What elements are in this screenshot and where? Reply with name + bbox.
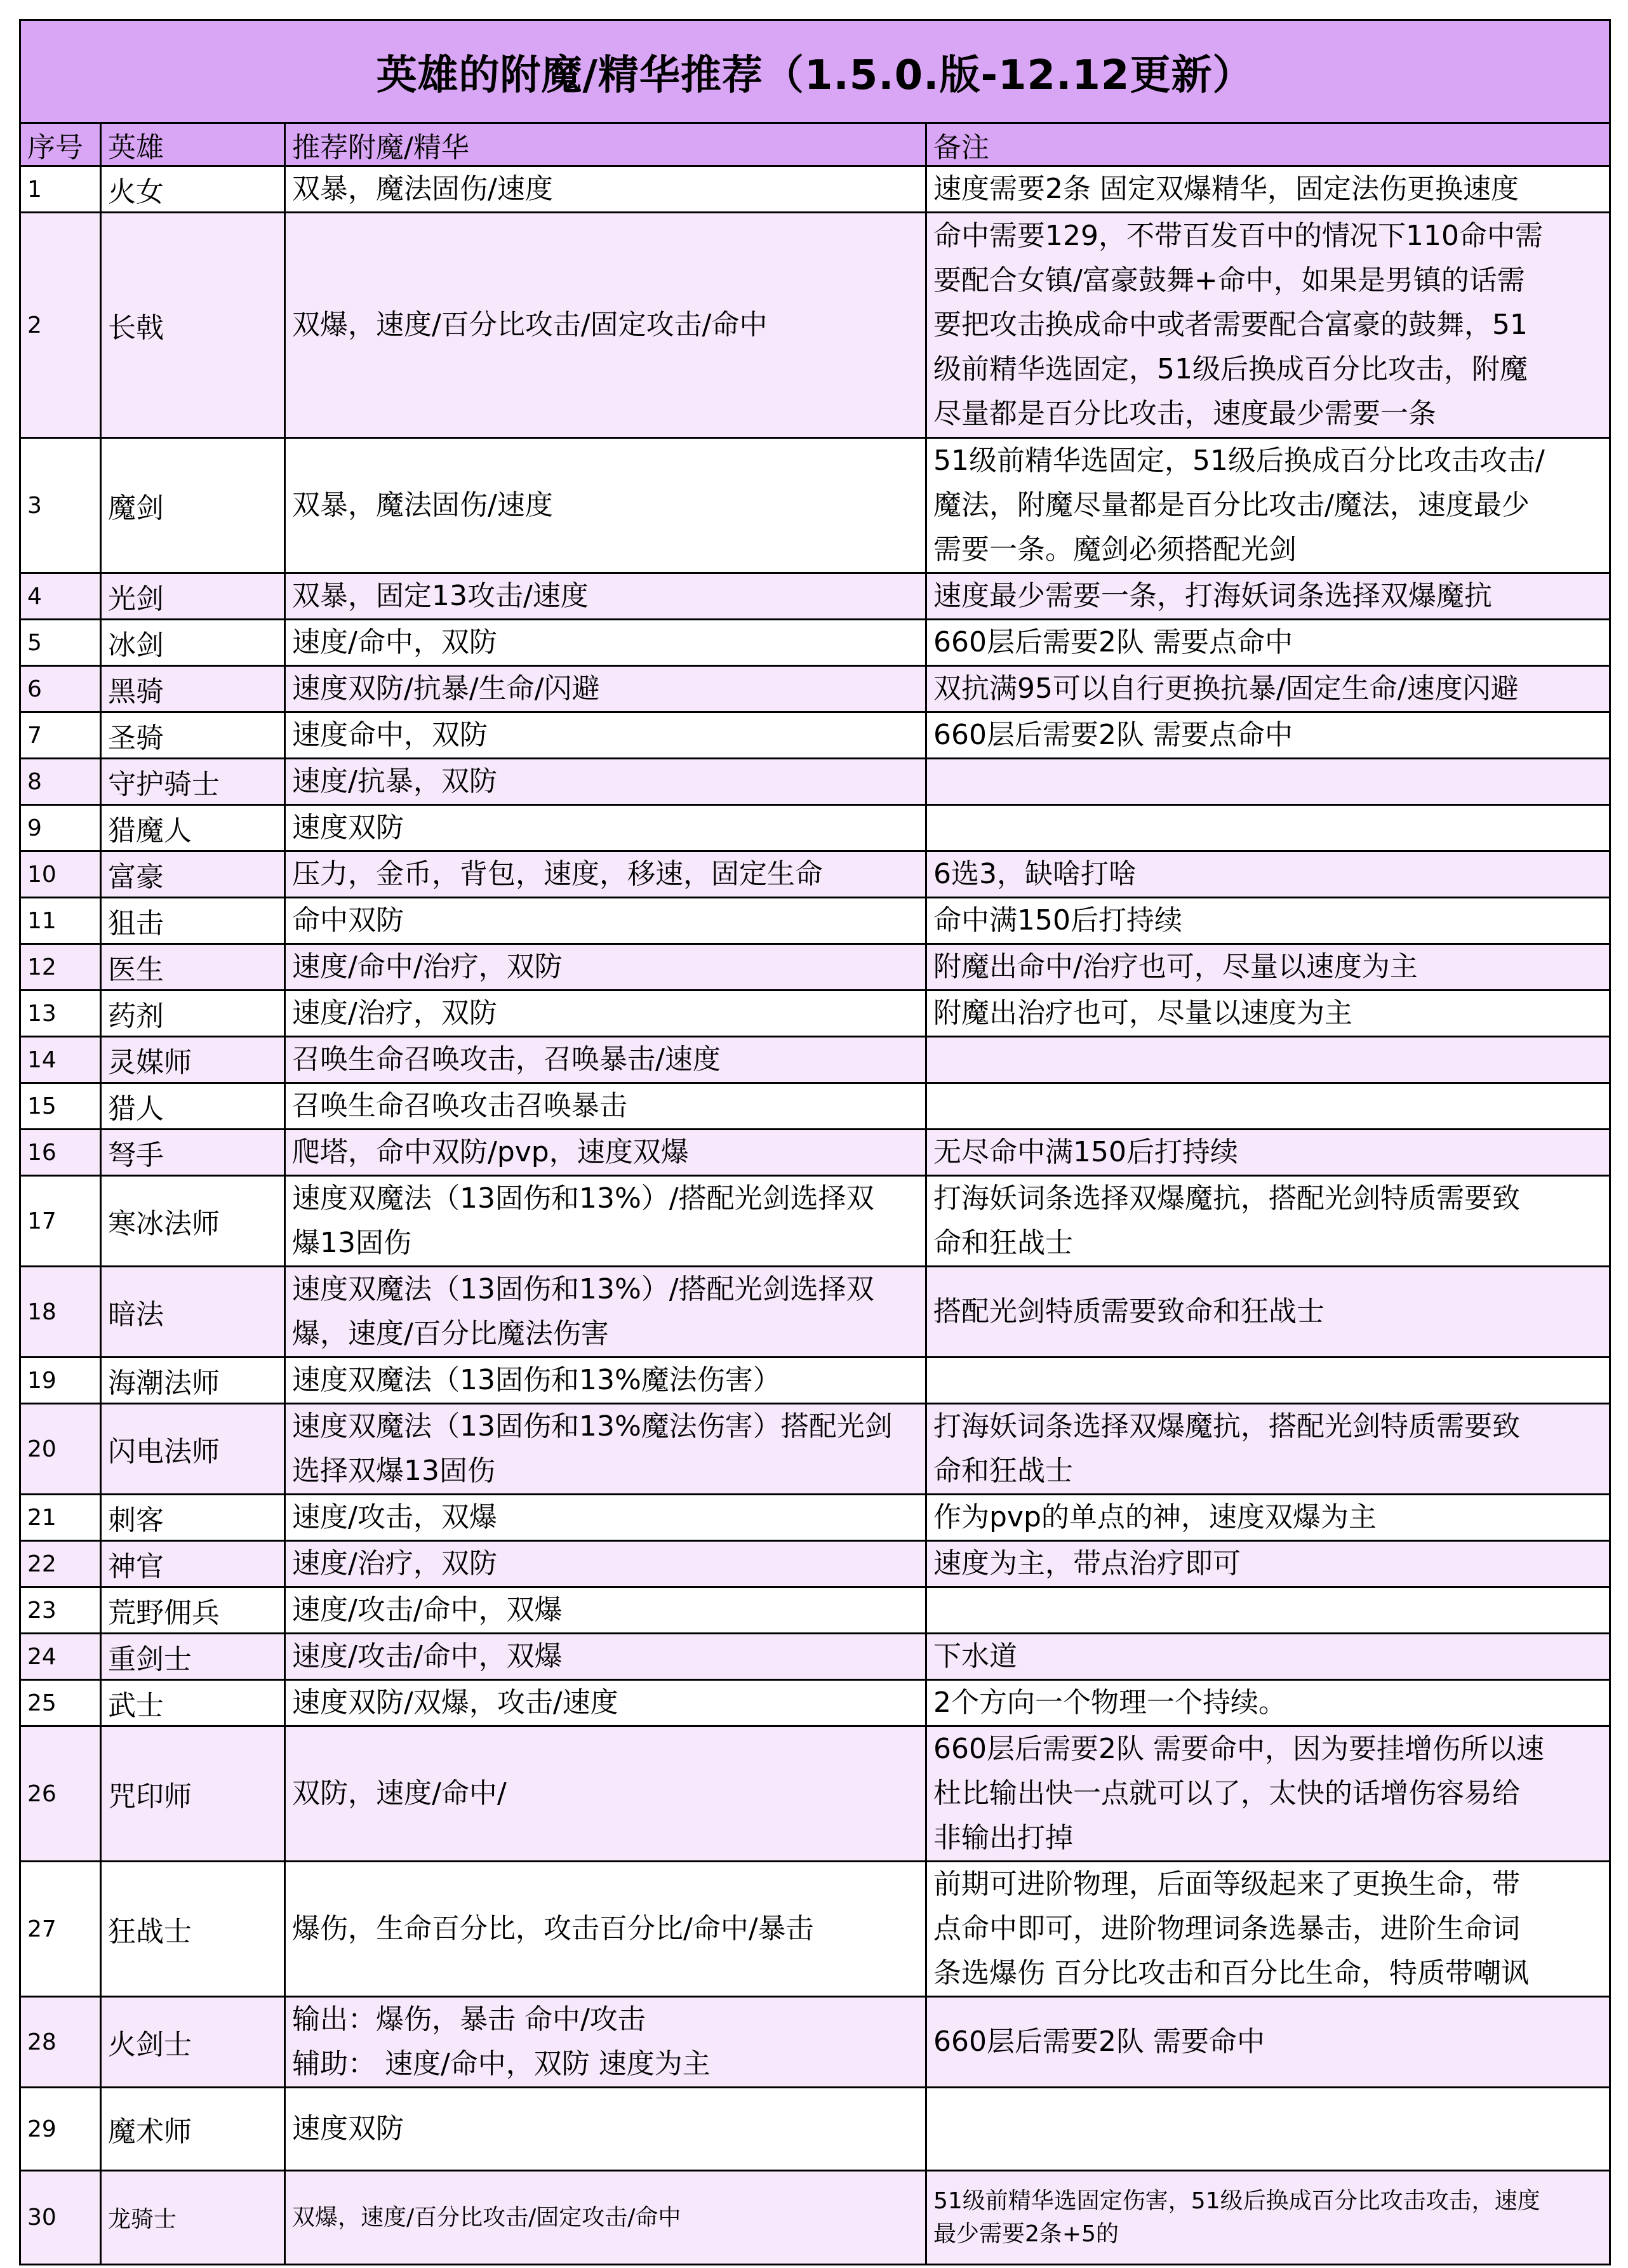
- row-number: 15: [20, 1083, 101, 1130]
- recommendation: 命中双防: [285, 898, 926, 944]
- row-number: 30: [20, 2171, 101, 2265]
- hero-name: 富豪: [101, 851, 285, 898]
- remark: 无尽命中满150后打持续: [926, 1130, 1610, 1176]
- table-row: [20, 166, 1610, 213]
- hero-name: 海潮法师: [101, 1357, 285, 1404]
- recommendation: 压力，金币，背包，速度，移速，固定生命: [285, 851, 926, 898]
- hero-name: 冰剑: [101, 620, 285, 666]
- recommendation: 双爆，速度/百分比攻击/固定攻击/命中: [285, 2171, 926, 2265]
- remark: [926, 759, 1610, 805]
- header-row: [20, 123, 1610, 166]
- row-number: 25: [20, 1680, 101, 1726]
- table-row: [20, 1083, 1610, 1130]
- row-number: 1: [20, 166, 101, 213]
- hero-name: 火女: [101, 166, 285, 213]
- table-row: [20, 805, 1610, 851]
- row-number: 17: [20, 1176, 101, 1267]
- hero-name: 魔剑: [101, 438, 285, 573]
- recommendation: 双暴，魔法固伤/速度: [285, 166, 926, 213]
- remark: 附魔出命中/治疗也可，尽量以速度为主: [926, 944, 1610, 991]
- recommendation: 双爆，速度/百分比攻击/固定攻击/命中: [285, 213, 926, 438]
- header-hero: 英雄: [101, 123, 285, 166]
- recommendation: 速度/攻击/命中，双爆: [285, 1634, 926, 1680]
- row-number: 2: [20, 213, 101, 438]
- hero-name: 药剂: [101, 991, 285, 1037]
- remark: 打海妖词条选择双爆魔抗，搭配光剑特质需要致 命和狂战士: [926, 1404, 1610, 1495]
- recommendation: 速度/治疗，双防: [285, 1541, 926, 1587]
- remark: 速度最少需要一条，打海妖词条选择双爆魔抗: [926, 573, 1610, 620]
- recommendation: 双暴，魔法固伤/速度: [285, 438, 926, 573]
- hero-name: 黑骑: [101, 666, 285, 712]
- remark: 6选3，缺啥打啥: [926, 851, 1610, 898]
- recommendation: 爆伤，生命百分比，攻击百分比/命中/暴击: [285, 1862, 926, 1997]
- recommendation: 双暴，固定13攻击/速度: [285, 573, 926, 620]
- table-row: [20, 1176, 1610, 1267]
- table-row: [20, 1037, 1610, 1083]
- table-row: [20, 1541, 1610, 1587]
- hero-name: 圣骑: [101, 712, 285, 759]
- row-number: 13: [20, 991, 101, 1037]
- remark: 命中需要129，不带百发百中的情况下110命中需 要配合女镇/富豪鼓舞+命中，如果是男镇的话需 要把攻击换成命中或者需要配合富豪的鼓舞，51 级前精华选固定，51级后换成百分比攻击，附魔 尽量都是百分比攻击，速度最少需要一条: [926, 213, 1610, 438]
- recommendation: 速度双魔法（13固伤和13%魔法伤害）搭配光剑 选择双爆13固伤: [285, 1404, 926, 1495]
- remark: [926, 1037, 1610, 1083]
- remark: [926, 1587, 1610, 1634]
- remark: [926, 1357, 1610, 1404]
- hero-name: 武士: [101, 1680, 285, 1726]
- row-number: 14: [20, 1037, 101, 1083]
- row-number: 26: [20, 1726, 101, 1862]
- row-number: 29: [20, 2088, 101, 2171]
- remark: 速度为主，带点治疗即可: [926, 1541, 1610, 1587]
- table-row: [20, 1680, 1610, 1726]
- remark: 2个方向一个物理一个持续。: [926, 1680, 1610, 1726]
- remark: [926, 2088, 1610, 2171]
- remark: 附魔出治疗也可，尽量以速度为主: [926, 991, 1610, 1037]
- row-number: 5: [20, 620, 101, 666]
- table-row: [20, 1587, 1610, 1634]
- recommendation: 爬塔，命中双防/pvp，速度双爆: [285, 1130, 926, 1176]
- hero-name: 寒冰法师: [101, 1176, 285, 1267]
- table-row: [20, 1495, 1610, 1541]
- hero-name: 重剑士: [101, 1634, 285, 1680]
- row-number: 23: [20, 1587, 101, 1634]
- hero-name: 医生: [101, 944, 285, 991]
- remark: 双抗满95可以自行更换抗暴/固定生命/速度闪避: [926, 666, 1610, 712]
- hero-name: 魔术师: [101, 2088, 285, 2171]
- remark: 打海妖词条选择双爆魔抗，搭配光剑特质需要致 命和狂战士: [926, 1176, 1610, 1267]
- recommendation: 速度/命中/治疗，双防: [285, 944, 926, 991]
- remark: 命中满150后打持续: [926, 898, 1610, 944]
- row-number: 20: [20, 1404, 101, 1495]
- recommendation: 速度双防/抗暴/生命/闪避: [285, 666, 926, 712]
- remark: 51级前精华选固定，51级后换成百分比攻击攻击/ 魔法，附魔尽量都是百分比攻击/魔法，速度最少 需要一条。魔剑必须搭配光剑: [926, 438, 1610, 573]
- table-row: [20, 944, 1610, 991]
- table-row: [20, 1130, 1610, 1176]
- remark: 下水道: [926, 1634, 1610, 1680]
- table-row: [20, 1634, 1610, 1680]
- table-row: [20, 213, 1610, 438]
- row-number: 22: [20, 1541, 101, 1587]
- recommendation: 速度双魔法（13固伤和13%魔法伤害）: [285, 1357, 926, 1404]
- remark: 速度需要2条 固定双爆精华，固定法伤更换速度: [926, 166, 1610, 213]
- recommendation: 输出：爆伤，暴击 命中/攻击 辅助： 速度/命中，双防 速度为主: [285, 1997, 926, 2088]
- recommendation: 速度双防/双爆，攻击/速度: [285, 1680, 926, 1726]
- hero-name: 猎人: [101, 1083, 285, 1130]
- table-title: 英雄的附魔/精华推荐（1.5.0.版-12.12更新）: [20, 20, 1610, 123]
- hero-name: 猎魔人: [101, 805, 285, 851]
- table-row: [20, 438, 1610, 573]
- table-row: [20, 1357, 1610, 1404]
- table-row: [20, 898, 1610, 944]
- remark: 660层后需要2队 需要点命中: [926, 620, 1610, 666]
- table-row: [20, 1862, 1610, 1997]
- row-number: 8: [20, 759, 101, 805]
- recommendation: 速度/命中，双防: [285, 620, 926, 666]
- row-number: 28: [20, 1997, 101, 2088]
- hero-name: 神官: [101, 1541, 285, 1587]
- remark: 660层后需要2队 需要命中: [926, 1997, 1610, 2088]
- table-row: [20, 2088, 1610, 2171]
- remark: 前期可进阶物理，后面等级起来了更换生命，带 点命中即可，进阶物理词条选暴击，进阶生命词 条选爆伤 百分比攻击和百分比生命，特质带嘲讽: [926, 1862, 1610, 1997]
- recommendation: 召唤生命召唤攻击召唤暴击: [285, 1083, 926, 1130]
- row-number: 3: [20, 438, 101, 573]
- row-number: 18: [20, 1267, 101, 1357]
- recommendation: 速度双防: [285, 2088, 926, 2171]
- row-number: 11: [20, 898, 101, 944]
- table-row: [20, 1404, 1610, 1495]
- recommendation: 速度双防: [285, 805, 926, 851]
- table-row: [20, 1997, 1610, 2088]
- hero-name: 龙骑士: [101, 2171, 285, 2265]
- hero-name: 长戟: [101, 213, 285, 438]
- row-number: 21: [20, 1495, 101, 1541]
- hero-name: 狙击: [101, 898, 285, 944]
- table-row: [20, 991, 1610, 1037]
- hero-name: 狂战士: [101, 1862, 285, 1997]
- recommendation: 速度命中，双防: [285, 712, 926, 759]
- hero-name: 守护骑士: [101, 759, 285, 805]
- remark: 660层后需要2队 需要点命中: [926, 712, 1610, 759]
- remark: 51级前精华选固定伤害，51级后换成百分比攻击攻击，速度 最少需要2条+5的: [926, 2171, 1610, 2265]
- remark: [926, 1083, 1610, 1130]
- row-number: 10: [20, 851, 101, 898]
- hero-name: 刺客: [101, 1495, 285, 1541]
- table-row: [20, 1267, 1610, 1357]
- recommendation: 双防，速度/命中/: [285, 1726, 926, 1862]
- header-rec: 推荐附魔/精华: [285, 123, 926, 166]
- hero-name: 灵媒师: [101, 1037, 285, 1083]
- remark: 搭配光剑特质需要致命和狂战士: [926, 1267, 1610, 1357]
- table-row: [20, 2171, 1610, 2265]
- header-note: 备注: [926, 123, 1610, 166]
- remark: [926, 805, 1610, 851]
- recommendation: 速度/攻击，双爆: [285, 1495, 926, 1541]
- table-row: [20, 712, 1610, 759]
- recommendation: 速度/治疗，双防: [285, 991, 926, 1037]
- recommendation: 速度/攻击/命中，双爆: [285, 1587, 926, 1634]
- recommendation: 速度双魔法（13固伤和13%）/搭配光剑选择双 爆13固伤: [285, 1176, 926, 1267]
- enchant-table: [19, 19, 1611, 2265]
- header-no: 序号: [20, 123, 101, 166]
- hero-name: 闪电法师: [101, 1404, 285, 1495]
- row-number: 9: [20, 805, 101, 851]
- table-row: [20, 759, 1610, 805]
- row-number: 7: [20, 712, 101, 759]
- remark: 660层后需要2队 需要命中，因为要挂增伤所以速 杜比输出快一点就可以了，太快的话增伤容易给 非输出打掉: [926, 1726, 1610, 1862]
- hero-name: 荒野佣兵: [101, 1587, 285, 1634]
- row-number: 6: [20, 666, 101, 712]
- recommendation: 召唤生命召唤攻击，召唤暴击/速度: [285, 1037, 926, 1083]
- table-body: [20, 166, 1610, 2265]
- hero-name: 暗法: [101, 1267, 285, 1357]
- row-number: 19: [20, 1357, 101, 1404]
- hero-name: 弩手: [101, 1130, 285, 1176]
- row-number: 4: [20, 573, 101, 620]
- hero-name: 光剑: [101, 573, 285, 620]
- table-row: [20, 666, 1610, 712]
- row-number: 24: [20, 1634, 101, 1680]
- recommendation: 速度/抗暴，双防: [285, 759, 926, 805]
- recommendation: 速度双魔法（13固伤和13%）/搭配光剑选择双 爆，速度/百分比魔法伤害: [285, 1267, 926, 1357]
- row-number: 27: [20, 1862, 101, 1997]
- row-number: 12: [20, 944, 101, 991]
- hero-name: 火剑士: [101, 1997, 285, 2088]
- table-row: [20, 1726, 1610, 1862]
- table-row: [20, 620, 1610, 666]
- table-row: [20, 573, 1610, 620]
- remark: 作为pvp的单点的神，速度双爆为主: [926, 1495, 1610, 1541]
- row-number: 16: [20, 1130, 101, 1176]
- table-row: [20, 851, 1610, 898]
- hero-name: 咒印师: [101, 1726, 285, 1862]
